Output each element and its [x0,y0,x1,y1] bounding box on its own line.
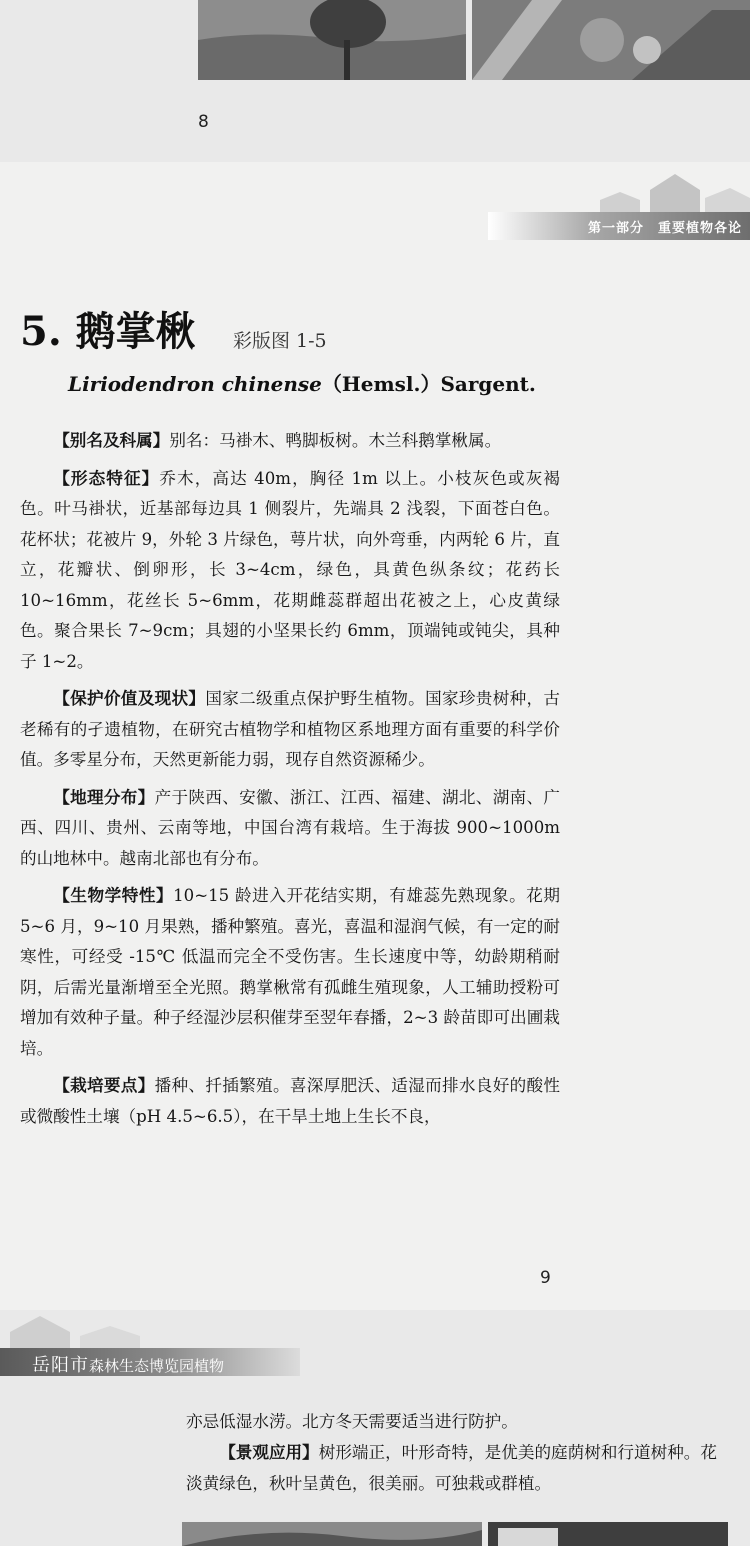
book-title-band [0,1348,300,1376]
section-label: 【栽培要点】 [53,1076,155,1095]
color-plate-ref: 彩版图 1-5 [233,330,327,352]
section-label: 【景观应用】 [219,1443,319,1462]
section-text: 产于陕西、安徽、浙江、江西、福建、湖北、湖南、广西、四川、贵州、云南等地，中国台湾有栽培。生于海拔 900~1000m 的山地林中。越南北部也有分布。 [20,787,561,868]
section-label: 【别名及科属】 [53,431,170,450]
section-text: 乔木，高达 40m，胸径 1m 以上。小枝灰色或灰褐色。叶马褂状，近基部每边具 1 侧裂片，先端具 2 浅裂，下面苍白色。花杯状；花被片 9，外轮 3 片绿色，萼片状，向外弯垂，内两轮 6 片，直立，花瓣状、倒卵形，长 3~4cm，绿色，具黄色纵条纹；花药长 10~16mm，花丝长 5~6mm，花期雌蕊群超出花被之上，心皮黄绿色。聚合果长 7~9cm；具翅的小坚果长约 6mm，顶端钝或钝尖，具种子 1~2。 [20,468,560,671]
book-title-city: 岳阳市 [32,1355,89,1376]
bottom-photo-right [488,1522,728,1546]
section-paragraph [20,684,560,776]
section-paragraph [20,464,560,678]
page-number-8: 8 [198,112,209,132]
section-text: 播种、扦插繁殖。喜深厚肥沃、适湿而排水良好的酸性或微酸性土壤（pH 4.5~6.5），在干旱土地上生长不良， [20,1076,561,1126]
latin-authority: （Hemsl.）Sargent. [321,372,536,396]
section-paragraph [186,1437,726,1499]
section-paragraph [20,881,560,1064]
section-label: 【形态特征】 [53,468,160,488]
latin-name [68,368,536,397]
section-text: 国家二级重点保护野生植物。国家珍贵树种，古老稀有的孑遗植物，在研究古植物学和植物区系地理方面有重要的科学价值。多零星分布，天然更新能力弱，现存自然资源稀少。 [20,689,561,769]
leaf-closeup-photo [472,0,750,80]
tree-photo [198,0,466,80]
section-header-bar [488,212,750,240]
page-number-9: 9 [540,1268,551,1288]
section-label: 【生物学特性】 [53,886,174,905]
section-header-text: 第一部分 重要植物各论 [587,221,742,236]
page-10-body [186,1406,726,1499]
book-title [32,1351,224,1377]
page-9 [0,162,750,1310]
section-text: 10~15 龄进入开花结实期，有雄蕊先熟现象。花期 5~6 月，9~10 月果熟，播种繁殖。喜光，喜温和湿润气候，有一定的耐寒性，可经受 -15℃ 低温而完全不受伤害。生长速度中等，幼龄期稍耐阴，后需光量渐增至全光照。鹅掌楸常有孤雌生殖现象，人工辅助授粉可增加有效种子量。种子经湿沙层积催芽至翌年春播，2~3 龄苗即可出圃栽培。 [20,886,560,1058]
section-label: 【地理分布】 [53,787,155,807]
body-text [20,426,560,1139]
section-paragraph [20,426,560,457]
book-title-rest: 森林生态博览园植物 [89,1357,225,1375]
pavilion-decoration-left [0,1312,170,1348]
section-paragraph [20,783,560,875]
bottom-photo-left [182,1522,482,1546]
continuation-paragraph: 亦忌低湿水涝。北方冬天需要适当进行防护。 [186,1412,518,1431]
species-title: 5. 鹅掌楸 [20,308,196,355]
section-text: 别名：马褂木、鸭脚板树。木兰科鹅掌楸属。 [169,431,502,450]
section-paragraph [20,1071,560,1132]
pavilion-decoration [580,162,750,214]
latin-genus-species: Liriodendron chinense [68,372,322,396]
section-label: 【保护价值及现状】 [53,689,206,708]
section-text: 树形端正，叶形奇特，是优美的庭荫树和行道树种。花淡黄绿色，秋叶呈黄色，很美丽。可独栽或群植。 [186,1443,717,1493]
